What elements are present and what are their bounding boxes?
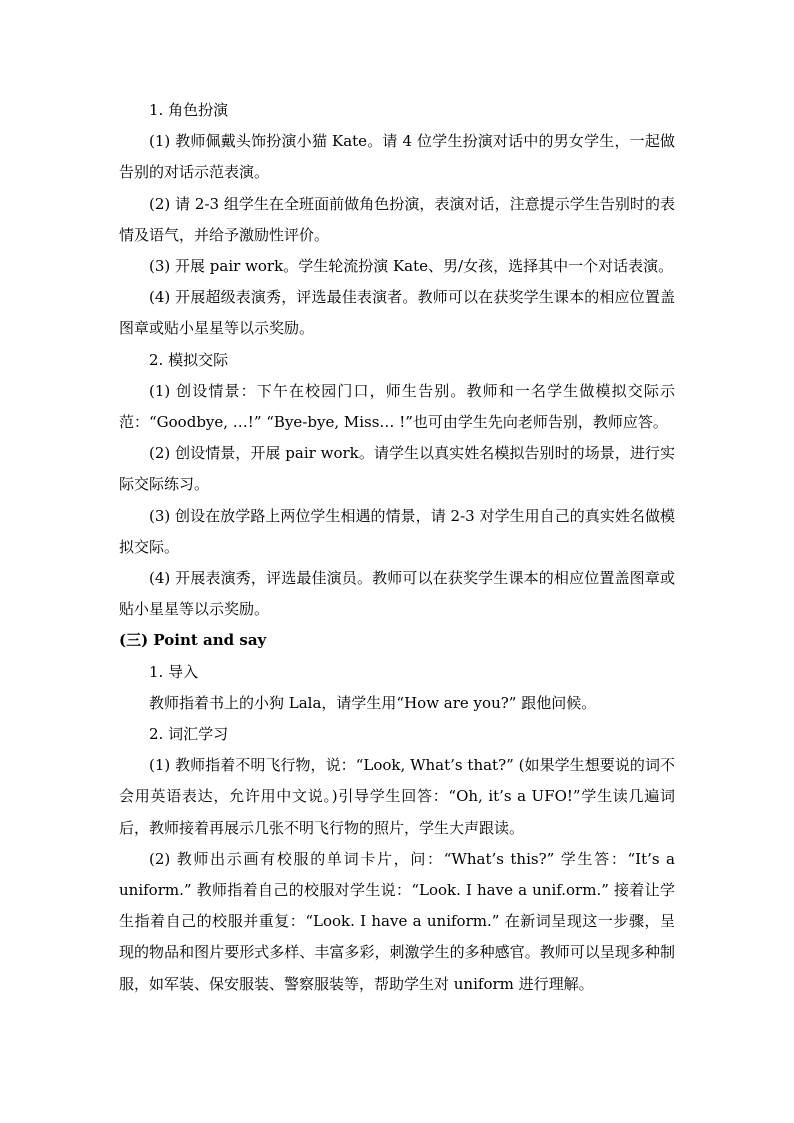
paragraph: (1) 教师指着不明飞行物，说：“Look, What’s that?” (如果学生想要说的词不会用英语表达，允许用中文说。)引导学生回答：“Oh, it’s a UFO!”学生读几遍词后，教师接着再展示几张不明飞行物的照片，学生大声跟读。	[119, 756, 675, 837]
paragraph: (3) 创设在放学路上两位学生相遇的情景，请 2-3 对学生用自己的真实姓名做模拟交际。	[119, 506, 675, 556]
paragraph: (2) 教师出示画有校服的单词卡片，问：“What’s this?” 学生答：“It’s a uniform.” 教师指着自己的校服对学生说：“Look. I have a unif.orm.” 接着让学生指着自己的校服并重复：“Look. I have a uniform.” 在新词呈现这一步骤，呈现的物品和图片要形式多样、丰富多彩，刺激学生的多种感官。教师可以呈现多种制服，如军装、保安服装、警察服装等，帮助学生对 uniform 进行理解。	[119, 849, 675, 993]
paragraph: 教师指着书上的小狗 Lala，请学生用“How are you?” 跟他问候。	[149, 693, 597, 712]
paragraph: (3) 开展 pair work。学生轮流扮演 Kate、男/女孩，选择其中一个对话表演。	[149, 257, 674, 276]
subheading-simulated-communication: 2. 模拟交际	[149, 350, 229, 369]
document-body	[119, 95, 675, 1000]
subheading-introduction: 1. 导入	[149, 662, 199, 681]
paragraph: (2) 请 2-3 组学生在全班面前做角色扮演，表演对话，注意提示学生告别时的表情及语气，并给予激励性评价。	[119, 194, 675, 244]
subheading-vocabulary: 2. 词汇学习	[149, 725, 229, 744]
paragraph: (4) 开展表演秀，评选最佳演员。教师可以在获奖学生课本的相应位置盖图章或贴小星星等以示奖励。	[119, 569, 675, 619]
subheading-role-play: 1. 角色扮演	[149, 101, 229, 119]
paragraph: (1) 创设情景：下午在校园门口，师生告别。教师和一名学生做模拟交际示范：“Goodbye, …!” “Bye-bye, Miss… !”也可由学生先向老师告别，教师应答。	[119, 381, 675, 432]
section-heading-point-and-say: (三) Point and say	[119, 631, 267, 650]
paragraph: (4) 开展超级表演秀，评选最佳表演者。教师可以在获奖学生课本的相应位置盖图章或贴小星星等以示奖励。	[119, 288, 675, 338]
paragraph: (2) 创设情景，开展 pair work。请学生以真实姓名模拟告别时的场景，进行实际交际练习。	[119, 444, 675, 494]
paragraph: (1) 教师佩戴头饰扮演小猫 Kate。请 4 位学生扮演对话中的男女学生，一起做告别的对话示范表演。	[119, 132, 675, 182]
